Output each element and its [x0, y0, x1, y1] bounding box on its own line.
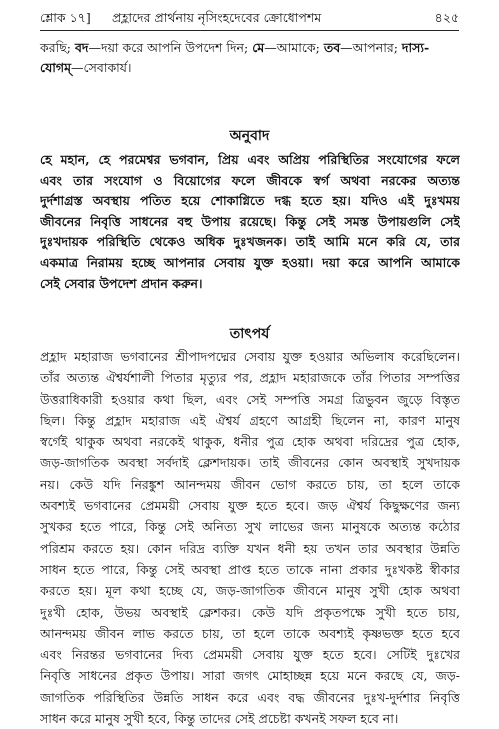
purport-line: পরিশ্রম করতে হয়। কোন দরিদ্র ব্যক্তি যখন ধনী হয় তখন তার অবস্থার উন্নতি — [40, 540, 460, 556]
purport-line: সাধন করে মানুষ সুখী হবে, কিন্তু তাদের সেই প্রচেষ্টা কখনই সফল হবে না। — [40, 711, 399, 727]
purport-line: অবশ্যই ভগবানের প্রেমময়ী সেবায় যুক্ত হতে হবে। জড় ঐশ্বর্য কিছুক্ষণের জন্য — [40, 498, 460, 514]
purport-line: দুঃখী হোক, উভয় অবস্থাই ক্লেশকর। কেউ যদি প্রকৃতপক্ষে সুখী হতে চায়, — [40, 604, 460, 620]
synonym-meaning: —দয়া করে আপনি উপদেশ দিন; — [88, 40, 253, 55]
sanskrit-term: দাস্য- — [401, 40, 430, 55]
purport-block — [40, 346, 460, 729]
purport-line: সাধন হতে পারে, কিন্তু সেই অবস্থা প্রাপ্ত হতে তাকে নানা প্রকার দুঃখকষ্ট স্বীকার — [40, 561, 460, 577]
purport-line: এবং নিরন্তর ভগবানের দিব্য প্রেমময়ী সেবায় যুক্ত হতে হবে। সেটিই দুঃখের — [40, 647, 460, 663]
synonym-meaning: —আমাকে; — [264, 40, 324, 55]
synonym-meaning: —আপনার; — [340, 40, 402, 55]
verse-reference: শ্লোক ১৭] — [40, 10, 91, 25]
purport-line: জড়-জাগতিক অবস্থা সর্বদাই ক্লেশদায়ক। তাই জীবনের কোন অবস্থাই সুখদায়ক — [40, 455, 460, 471]
purport-line: উত্তরাধিকারী হওয়ার কথা ছিল, এবং সেই সম্পত্তি সমগ্র ত্রিভুবন জুড়ে বিস্তৃত — [40, 391, 460, 407]
purport-line: নিবৃত্তি সাধনের প্রকৃত উপায়। সারা জগৎ মোহাচ্ছন্ন হয়ে মনে করছে যে, জড়- — [40, 668, 460, 684]
purport-line: সুখকর হতে পারে, কিন্তু সেই অনিত্য সুখ লাভের জন্য মানুষকে অত্যন্ত কঠোর — [40, 519, 460, 535]
purport-line: ছিল। কিন্তু প্রহ্লাদ মহারাজ এই ঐশ্বর্য গ্রহণে আগ্রহী ছিলেন না, কারণ মানুষ — [40, 412, 460, 428]
translation-line: একমাত্র নিরাময় হচ্ছে আপনার সেবায় যুক্ত হওয়া। দয়া করে আপনি আমাকে — [40, 254, 460, 270]
sanskrit-term: যোগম্ — [40, 60, 72, 75]
synonyms-block — [40, 38, 460, 78]
translation-block — [40, 150, 460, 294]
page-number: ৪২৫ — [434, 10, 459, 25]
purport-heading: তাৎপর্য — [229, 326, 270, 342]
synonym-line — [40, 58, 460, 78]
purport-line: জাগতিক পরিস্থিতির উন্নতি সাধন করে এবং বদ্ধ জীবনের দুঃখ-দুর্দশার নিবৃত্তি — [40, 689, 460, 705]
translation-heading: অনুবাদ — [229, 128, 270, 144]
purport-line: করতে হয়। মূল কথা হচ্ছে যে, জড়-জাগতিক জীবনে মানুষ সুখী হোক অথবা — [40, 583, 460, 599]
sanskrit-term: তব — [323, 40, 341, 55]
purport-line: স্বর্গেই থাকুক অথবা নরকেই থাকুক, ধনীর পুত্র হোক অথবা দরিদ্রের পুত্র হোক, — [40, 434, 460, 450]
running-header — [40, 8, 459, 28]
translation-line: দুঃখদায়ক পরিস্থিতি থেকেও অধিক দুঃখজনক। তাই আমি মনে করি যে, তার — [40, 234, 460, 250]
translation-line: জীবনের নিবৃত্তি সাধনের বহু উপায় রয়েছে। কিন্তু সেই সমস্ত উপায়গুলি সেই — [40, 213, 460, 229]
translation-line: এবং তার সংযোগ ও বিয়োগের ফলে জীবকে স্বর্গ অথবা নরকের অত্যন্ত — [40, 172, 460, 188]
synonym-meaning: করছি; — [40, 40, 75, 55]
header-rule — [40, 30, 459, 31]
translation-line: সেই সেবার উপদেশ প্রদান করুন। — [40, 275, 203, 291]
chapter-title: প্রহ্লাদের প্রার্থনায় নৃসিংহদেবের ক্রোধোপশম — [112, 10, 322, 25]
synonym-meaning: —সেবাকার্য। — [71, 60, 132, 75]
synonym-line — [40, 38, 460, 58]
purport-line: তাঁর অত্যন্ত ঐশ্বর্যশালী পিতার মৃত্যুর পর, প্রহ্লাদ মহারাজকে তাঁর পিতার সম্পত্তির — [40, 370, 460, 386]
purport-line: আনন্দময় জীবন লাভ করতে চায়, তা হলে তাকে অবশ্যই কৃষ্ণভক্ত হতে হবে — [40, 625, 460, 641]
translation-line: দুর্দশাগ্রস্ত অবস্থায় পতিত হয়ে শোকাগ্নিতে দগ্ধ হতে হয়। যদিও এই দুঃখময় — [40, 193, 460, 209]
purport-line: প্রহ্লাদ মহারাজ ভগবানের শ্রীপাদপদ্মের সেবায় যুক্ত হওয়ার অভিলাষ করেছিলেন। — [40, 349, 460, 364]
sanskrit-term: মে — [252, 40, 265, 55]
purport-line: নয়। কেউ যদি নিরঙ্কুশ আনন্দময় জীবন ভোগ করতে চায়, তা হলে তাকে — [40, 476, 460, 492]
sanskrit-term: বদ — [74, 40, 89, 55]
translation-line: হে মহান, হে পরমেশ্বর ভগবান, প্রিয় এবং অপ্রিয় পরিস্থিতির সংযোগের ফলে — [40, 152, 460, 167]
